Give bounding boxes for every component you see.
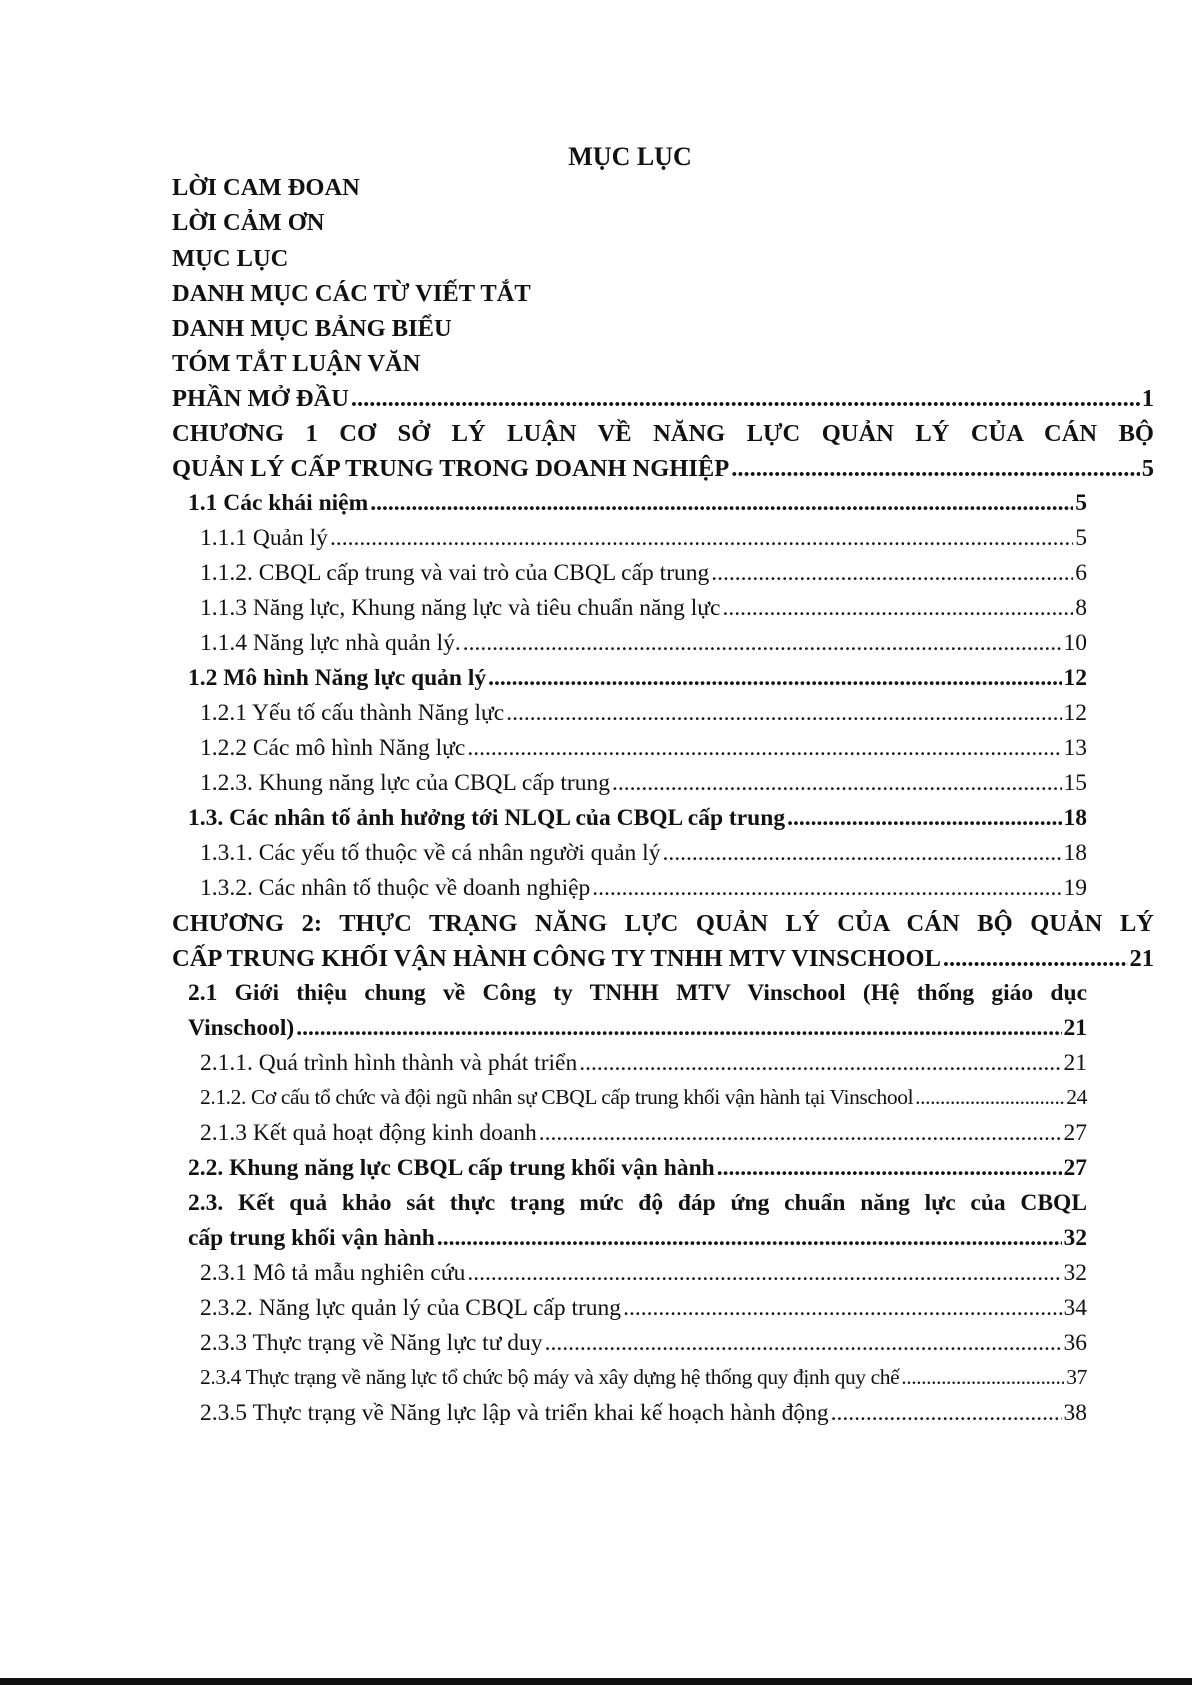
toc-page-number: 15: [1063, 770, 1087, 796]
toc-page-number: 18: [1063, 805, 1087, 831]
toc-section-entry-cont[interactable]: [188, 1225, 1087, 1261]
dot-leader: [437, 1225, 1062, 1252]
toc-entry-label: cấp trung khối vận hành: [188, 1225, 435, 1251]
dot-leader: [467, 735, 1061, 762]
toc-subsection-entry[interactable]: [200, 735, 1087, 771]
dot-leader: [915, 1085, 1064, 1110]
dot-leader: [623, 1295, 1061, 1322]
page-bottom-border: [0, 1678, 1192, 1685]
toc-entry-label: 2.1.2. Cơ cấu tổ chức và đội ngũ nhân sự CBQL cấp trung khối vận hành tại Vinschool: [200, 1085, 914, 1109]
toc-entry-label: 2.3.3 Thực trạng về Năng lực tư duy: [200, 1330, 543, 1356]
toc-page-number: 6: [1075, 560, 1087, 586]
toc-entry-label: 2.3.5 Thực trạng về Năng lực lập và triển khai kế hoạch hành động: [200, 1400, 829, 1426]
toc-entry-label: PHẦN MỞ ĐẦU: [172, 385, 349, 412]
toc-front-item: TÓM TẮT LUẬN VĂN: [172, 350, 421, 377]
toc-entry-label: 1.3.2. Các nhân tố thuộc về doanh nghiệp: [200, 875, 591, 901]
toc-page-number: 34: [1063, 1295, 1087, 1321]
toc-page-number: 36: [1063, 1330, 1087, 1356]
toc-section-entry[interactable]: [188, 1155, 1087, 1191]
dot-leader: [831, 1400, 1062, 1427]
toc-page-number: 1: [1141, 385, 1154, 412]
toc-subsection-entry[interactable]: [200, 1085, 1087, 1121]
toc-chapter-entry[interactable]: [172, 910, 1154, 946]
toc-subsection-entry[interactable]: [200, 700, 1087, 736]
toc-front-item: DANH MỤC CÁC TỪ VIẾT TẮT: [172, 280, 531, 307]
dot-leader: [592, 875, 1061, 902]
dot-leader: [296, 1015, 1061, 1042]
toc-page-number: 32: [1063, 1260, 1087, 1286]
dot-leader: [901, 1365, 1064, 1390]
toc-page-number: 13: [1063, 735, 1087, 761]
dot-leader: [545, 1330, 1062, 1357]
dot-leader: [579, 1050, 1061, 1077]
toc-subsection-entry[interactable]: [200, 770, 1087, 806]
dot-leader: [787, 805, 1061, 832]
toc-page-number: 12: [1063, 665, 1087, 691]
toc-entry-label: CHƯƠNG 2: THỰC TRẠNG NĂNG LỰC QUẢN LÝ CỦA CÁN BỘ QUẢN LÝ: [172, 910, 1154, 937]
toc-page-number: 27: [1063, 1120, 1087, 1146]
toc-page-number: 32: [1063, 1225, 1087, 1251]
dot-leader: [370, 490, 1073, 517]
toc-entry-label: 2.3. Kết quả khảo sát thực trạng mức độ đáp ứng chuẩn năng lực của CBQL: [188, 1190, 1087, 1216]
toc-subsection-entry[interactable]: [200, 525, 1087, 561]
dot-leader: [612, 770, 1062, 797]
toc-page-number: 21: [1129, 945, 1154, 972]
toc-entry-label: 1.2 Mô hình Năng lực quản lý: [188, 665, 487, 691]
toc-page-number: 21: [1063, 1050, 1087, 1076]
dot-leader: [722, 595, 1073, 622]
toc-chapter-entry-cont[interactable]: [172, 455, 1154, 491]
toc-entry-label: QUẢN LÝ CẤP TRUNG TRONG DOANH NGHIỆP: [172, 455, 730, 482]
toc-subsection-entry[interactable]: [200, 560, 1087, 596]
toc-entry-label: 2.1.1. Quá trình hình thành và phát triển: [200, 1050, 578, 1076]
dot-leader: [330, 525, 1073, 552]
toc-front-item: MỤC LỤC: [172, 245, 289, 272]
dot-leader: [539, 1120, 1062, 1147]
toc-page-number: 37: [1066, 1365, 1087, 1389]
toc-page-number: 5: [1075, 525, 1087, 551]
toc-page-number: 19: [1063, 875, 1087, 901]
dot-leader: [506, 700, 1061, 727]
toc-front-item: LỜI CẢM ƠN: [172, 209, 325, 236]
toc-entry-label: 1.1.4 Năng lực nhà quản lý.: [200, 630, 461, 656]
dot-leader: [731, 455, 1140, 483]
toc-section-entry[interactable]: [188, 980, 1087, 1016]
toc-subsection-entry[interactable]: [200, 1330, 1087, 1366]
toc-subsection-entry[interactable]: [200, 875, 1087, 911]
dot-leader: [711, 560, 1073, 587]
toc-subsection-entry[interactable]: [200, 1295, 1087, 1331]
toc-entry-label: 1.1.2. CBQL cấp trung và vai trò của CBQL cấp trung: [200, 560, 710, 586]
toc-section-entry-cont[interactable]: [188, 1015, 1087, 1051]
toc-page-number: 27: [1063, 1155, 1087, 1181]
toc-entry-label: 1.2.2 Các mô hình Năng lực: [200, 735, 466, 761]
toc-page-number: 8: [1075, 595, 1087, 621]
toc-section-entry[interactable]: [188, 665, 1087, 701]
toc-entry-label: 2.2. Khung năng lực CBQL cấp trung khối vận hành: [188, 1155, 715, 1181]
toc-section-entry[interactable]: [188, 490, 1087, 526]
toc-page-number: 5: [1141, 455, 1154, 482]
dot-leader: [351, 385, 1140, 413]
toc-chapter-entry[interactable]: [172, 420, 1154, 456]
toc-entry-label: 1.1 Các khái niệm: [188, 490, 369, 516]
toc-entry-label: 1.1.3 Năng lực, Khung năng lực và tiêu chuẩn năng lực: [200, 595, 721, 621]
toc-front-item: LỜI CAM ĐOAN: [172, 174, 360, 201]
toc-entry-label: 2.1 Giới thiệu chung về Công ty TNHH MTV Vinschool (Hệ thống giáo dục: [188, 980, 1087, 1006]
dot-leader: [463, 630, 1062, 657]
toc-page-number: 24: [1066, 1085, 1087, 1109]
toc-entry-label: 2.3.4 Thực trạng về năng lực tổ chức bộ máy và xây dựng hệ thống quy định quy chế: [200, 1365, 900, 1389]
toc-entry-label: CHƯƠNG 1 CƠ SỞ LÝ LUẬN VỀ NĂNG LỰC QUẢN LÝ CỦA CÁN BỘ: [172, 420, 1154, 447]
toc-page-number: 12: [1063, 700, 1087, 726]
dot-leader: [488, 665, 1061, 692]
toc-section-entry[interactable]: [188, 1190, 1087, 1226]
dot-leader: [662, 840, 1061, 867]
toc-subsection-entry[interactable]: [200, 1400, 1087, 1436]
toc-entry-label: 1.3. Các nhân tố ảnh hưởng tới NLQL của CBQL cấp trung: [188, 805, 786, 831]
toc-page-number: 38: [1063, 1400, 1087, 1426]
dot-leader: [943, 945, 1128, 973]
toc-subsection-entry[interactable]: [200, 1120, 1087, 1156]
toc-subsection-entry[interactable]: [200, 1050, 1087, 1086]
toc-entry-label: CẤP TRUNG KHỐI VẬN HÀNH CÔNG TY TNHH MTV VINSCHOOL: [172, 945, 941, 972]
toc-entry-label: 1.2.1 Yếu tố cấu thành Năng lực: [200, 700, 505, 726]
toc-front-item: DANH MỤC BẢNG BIỂU: [172, 315, 452, 342]
page-title: MỤC LỤC: [568, 142, 692, 171]
toc-entry[interactable]: [172, 385, 1154, 421]
toc-subsection-entry[interactable]: [200, 1260, 1087, 1296]
toc-entry-label: 2.3.2. Năng lực quản lý của CBQL cấp trung: [200, 1295, 622, 1321]
dot-leader: [467, 1260, 1061, 1287]
dot-leader: [717, 1155, 1062, 1182]
toc-page-number: 21: [1063, 1015, 1087, 1041]
toc-entry-label: 1.3.1. Các yếu tố thuộc về cá nhân người quản lý: [200, 840, 661, 866]
toc-entry-label: 2.3.1 Mô tả mẫu nghiên cứu: [200, 1260, 466, 1286]
toc-entry-label: 2.1.3 Kết quả hoạt động kinh doanh: [200, 1120, 537, 1146]
toc-subsection-entry[interactable]: [200, 840, 1087, 876]
toc-page-number: 18: [1063, 840, 1087, 866]
toc-entry-label: 1.1.1 Quản lý: [200, 525, 328, 551]
toc-subsection-entry[interactable]: [200, 595, 1087, 631]
toc-section-entry[interactable]: [188, 805, 1087, 841]
toc-entry-label: Vinschool): [188, 1015, 295, 1041]
toc-page-number: 5: [1075, 490, 1087, 516]
toc-entry-label: 1.2.3. Khung năng lực của CBQL cấp trung: [200, 770, 610, 796]
toc-chapter-entry-cont[interactable]: [172, 945, 1154, 981]
toc-page-number: 10: [1063, 630, 1087, 656]
toc-subsection-entry[interactable]: [200, 1365, 1087, 1401]
toc-subsection-entry[interactable]: [200, 630, 1087, 666]
